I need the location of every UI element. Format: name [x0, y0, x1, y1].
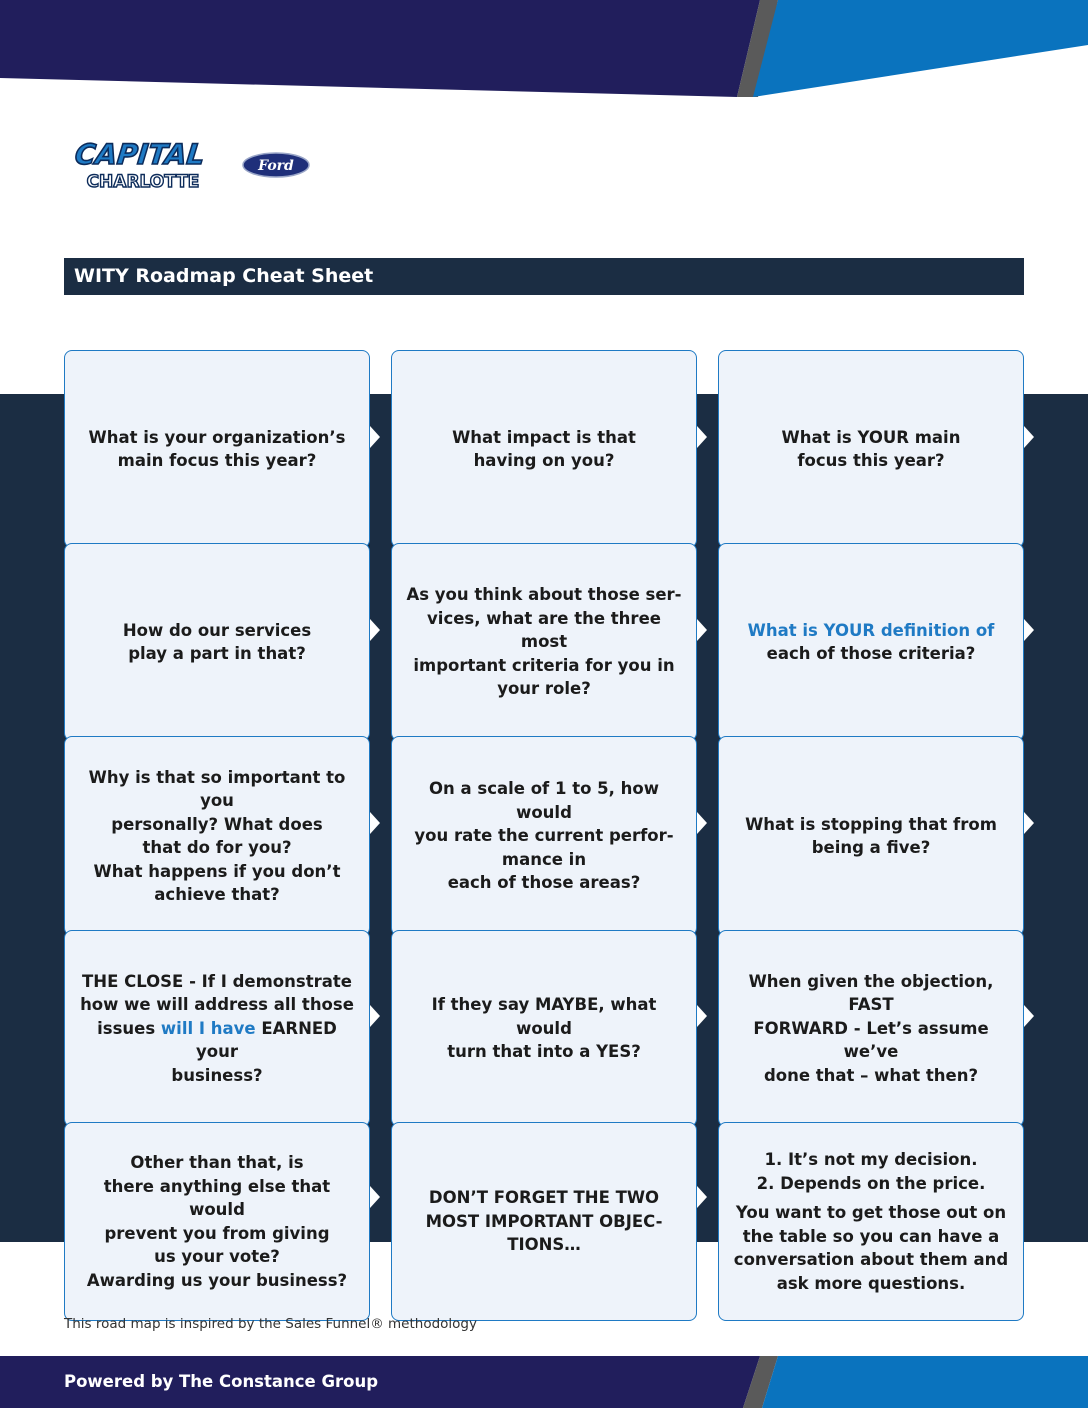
card-highlight-text: will I have	[160, 1018, 256, 1038]
chevron-right-icon	[1024, 426, 1034, 448]
dealer-logo-line2: CHARLOTTE	[86, 172, 200, 192]
footnote: This road map is inspired by the Sales Funnel® methodology	[64, 1316, 477, 1332]
card-text: each of those criteria?	[766, 644, 976, 663]
chevron-right-icon	[370, 426, 380, 448]
card-text: What is stopping that from being a five?	[745, 814, 997, 857]
card-text-block	[79, 970, 355, 1088]
roadmap-card-4-1	[64, 930, 370, 1127]
roadmap-card-3-3	[718, 736, 1024, 936]
roadmap-card-5-1	[64, 1122, 370, 1321]
roadmap-card-5-3	[718, 1122, 1024, 1321]
card-text: When given the objection, FAST FORWARD - Let’s assume we’ve done that – what then?	[748, 971, 994, 1085]
roadmap-card-3-2	[391, 736, 697, 936]
objection-list: 1. It’s not my decision. 2. Depends on the price.	[756, 1150, 986, 1193]
roadmap-card-1-2	[391, 350, 697, 548]
roadmap-card-2-2	[391, 543, 697, 741]
card-text: You want to get those out on the table so you can have a conversation about them and ask more questions.	[733, 1203, 1009, 1293]
chevron-right-icon	[370, 1005, 380, 1027]
footer-blue-shape	[762, 1356, 1088, 1408]
card-text: What impact is that having on you?	[452, 427, 636, 470]
card-text: Why is that so important to you personally? What does that do for you? What happens if you don’t achieve that?	[88, 767, 346, 904]
chevron-right-icon	[1024, 619, 1034, 641]
roadmap-card-1-1	[64, 350, 370, 548]
roadmap-card-5-2	[391, 1122, 697, 1321]
card-text: Other than that, is there anything else that would prevent you from giving us your vote? Awarding us your business?	[86, 1153, 348, 1290]
card-text-block	[734, 1148, 1008, 1295]
chevron-right-icon	[1024, 812, 1034, 834]
card-text: DON’T FORGET THE TWO MOST IMPORTANT OBJEC- TIONS…	[425, 1188, 663, 1255]
top-header-band	[0, 0, 1088, 100]
card-text: THE CLOSE - If I demonstrate how we will address all those issues	[80, 971, 354, 1038]
chevron-right-icon	[697, 619, 707, 641]
card-text: On a scale of 1 to 5, how would you rate the current perfor- mance in each of those areas?	[414, 779, 674, 893]
roadmap-card-4-3	[718, 930, 1024, 1127]
roadmap-card-1-3	[718, 350, 1024, 548]
chevron-right-icon	[697, 1005, 707, 1027]
chevron-right-icon	[1024, 1005, 1034, 1027]
page-title: WITY Roadmap Cheat Sheet	[64, 258, 1024, 295]
card-text: If they say MAYBE, what would turn that into a YES?	[431, 995, 657, 1062]
card-text-block	[748, 619, 995, 666]
card-text: How do our services play a part in that?	[122, 620, 312, 663]
ford-oval-logo	[243, 153, 309, 177]
chevron-right-icon	[370, 619, 380, 641]
logo-area	[74, 134, 314, 196]
roadmap-card-4-2	[391, 930, 697, 1127]
capital-charlotte-logo	[74, 134, 314, 196]
header-blue-shape	[753, 0, 1088, 97]
powered-by-text: Powered by The Constance Group	[64, 1372, 379, 1391]
chevron-right-icon	[370, 812, 380, 834]
chevron-right-icon	[370, 1186, 380, 1208]
card-highlight-text: What is YOUR definition of	[747, 620, 995, 640]
card-text: What is YOUR main focus this year?	[781, 427, 961, 470]
card-text: What is your organization’s main focus this year?	[88, 427, 346, 470]
roadmap-card-2-3	[718, 543, 1024, 741]
card-text: EARNED your business?	[171, 1018, 337, 1085]
chevron-right-icon	[697, 812, 707, 834]
card-text: As you think about those ser- vices, what are the three most important criteria for you in your role?	[406, 585, 682, 699]
chevron-right-icon	[697, 426, 707, 448]
dealer-logo-line1: CAPITAL	[74, 138, 207, 171]
roadmap-card-3-1	[64, 736, 370, 936]
chevron-right-icon	[697, 1186, 707, 1208]
roadmap-card-2-1	[64, 543, 370, 741]
header-navy-shape	[0, 0, 760, 97]
ford-logo-text: Ford	[258, 158, 294, 174]
